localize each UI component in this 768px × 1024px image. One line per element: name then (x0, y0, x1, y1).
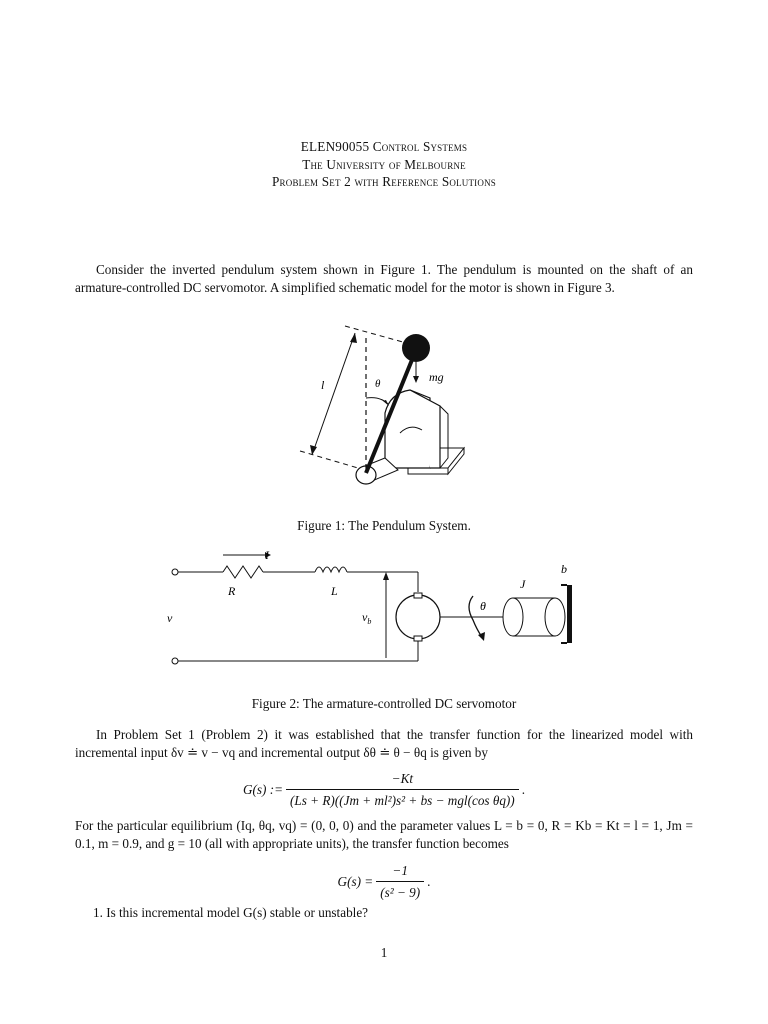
eq2-lhs: G(s) = (337, 874, 374, 889)
eq1-tail: . (521, 782, 525, 797)
transfer-function-general (0, 770, 768, 809)
weight-label: mg (429, 370, 444, 384)
linearization-paragraph: In Problem Set 1 (Problem 2) it was established that the transfer function for the linearized model with incremental input δv ≐ v − vq and incremental output δθ ≐ θ − θq is given by (75, 727, 693, 760)
equilibrium-paragraph: For the particular equilibrium (Iq, θq, vq) = (0, 0, 0) and the parameter values L = b = 0, R = Kb = Kt = l = 1, Jm = 0.1, m = 0.9, and g = 10 (all with appropriate units), the transfer function becomes (75, 818, 693, 851)
figure1-caption: Figure 1: The Pendulum System. (297, 518, 471, 533)
eq2-tail: . (427, 874, 431, 889)
intro-paragraph: Consider the inverted pendulum system shown in Figure 1. The pendulum is mounted on the shaft of an armature-controlled DC servomotor. A simplified schematic model for the motor is shown in Figure 3. (75, 262, 693, 295)
length-label: l (321, 378, 325, 392)
back-emf-label: $v_b$ (362, 610, 372, 626)
pendulum-figure (290, 318, 480, 493)
transfer-function-specific (0, 862, 768, 901)
figure2-caption: Figure 2: The armature-controlled DC servomotor (251, 696, 517, 711)
page-number: 1 (380, 945, 388, 960)
inertia-label: J (520, 577, 526, 591)
document-header (0, 138, 768, 191)
course-title: ELEN90055 Control Systems (300, 139, 468, 154)
eq1-denominator: (Ls + R)((Jm + ml²)s² + bs − mgl(cos θq)) (286, 789, 519, 809)
input-voltage-label: v (167, 611, 173, 625)
eq1-numerator: −Kt (391, 771, 414, 786)
question-1: 1. Is this incremental model G(s) stable or unstable? (93, 905, 369, 920)
eq1-fraction (286, 770, 519, 809)
problem-set-title: Problem Set 2 with Reference Solutions (272, 174, 496, 189)
eq2-fraction (376, 862, 424, 901)
friction-label: b (561, 562, 567, 576)
eq1-lhs: G(s) := (242, 782, 284, 797)
servomotor-figure (165, 548, 595, 670)
shaft-angle-label: θ (480, 599, 486, 613)
resistor-label: R (228, 584, 236, 598)
angle-label: θ (375, 378, 381, 390)
university-name: The University of Melbourne (302, 156, 466, 172)
inductor-label: L (331, 584, 338, 598)
eq2-denominator: (s² − 9) (376, 881, 424, 901)
current-label: I (265, 548, 269, 562)
eq2-numerator: −1 (392, 863, 408, 878)
